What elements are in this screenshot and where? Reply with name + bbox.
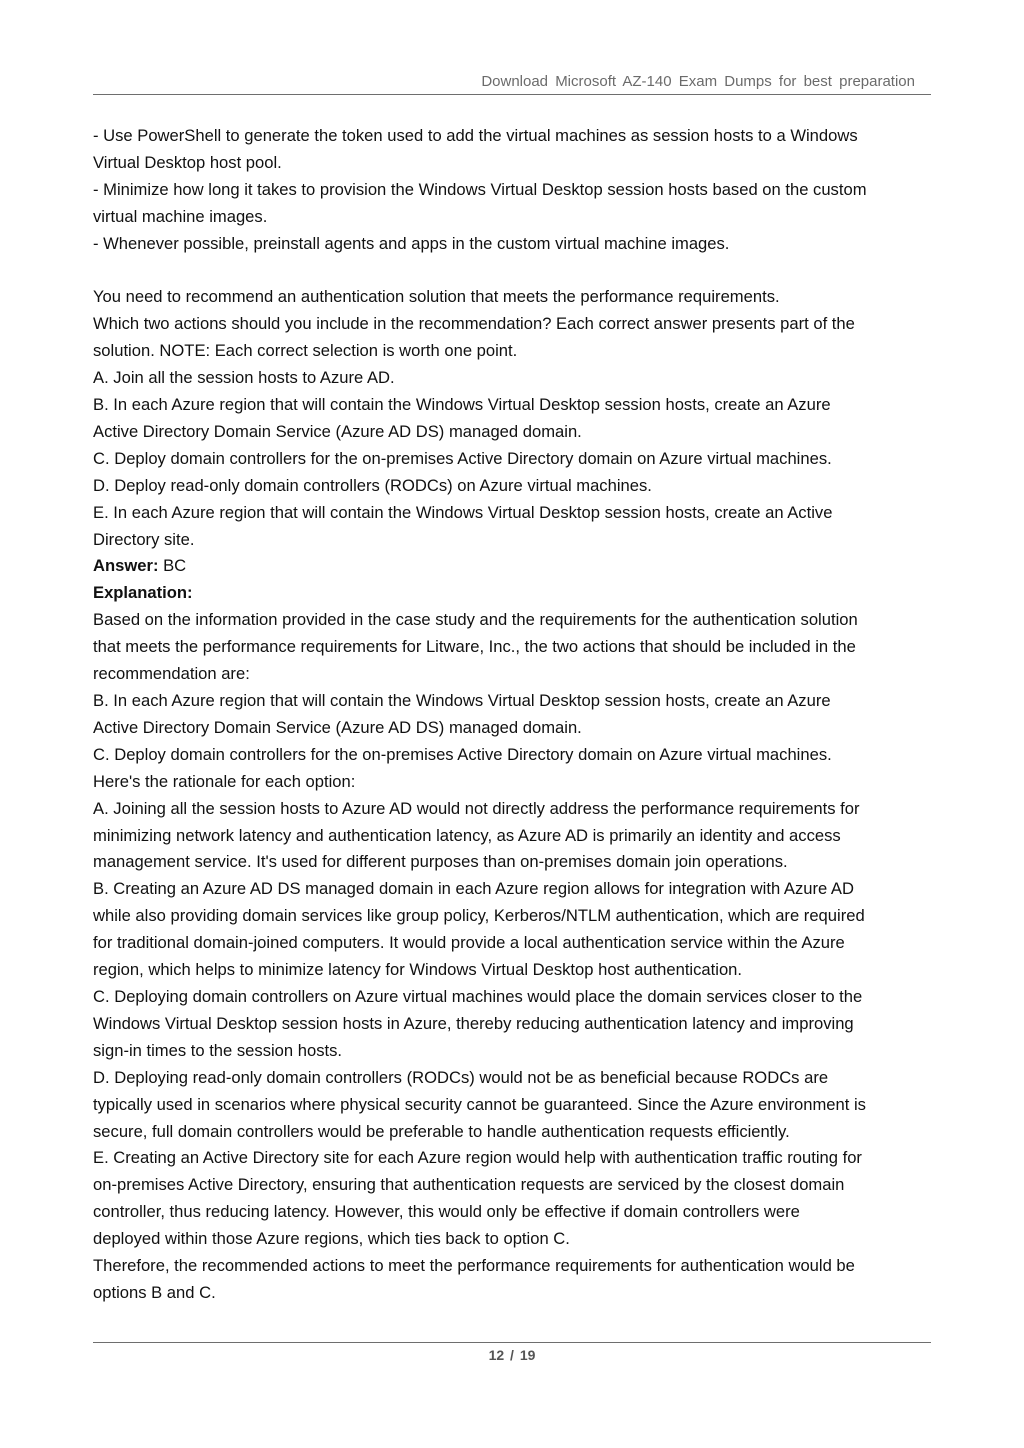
- explanation-line: for traditional domain-joined computers. It would provide a local authentication service within the Azure: [93, 933, 845, 953]
- explanation-line: A. Joining all the session hosts to Azure AD would not directly address the performance requirements for: [93, 798, 860, 818]
- document-body: [93, 123, 938, 1307]
- explanation-line: secure, full domain controllers would be preferable to handle authentication requests efficiently.: [93, 1121, 790, 1141]
- option-b: B. In each Azure region that will contain the Windows Virtual Desktop session hosts, create an Azure: [93, 395, 831, 415]
- text-line: - Use PowerShell to generate the token used to add the virtual machines as session hosts to a Windows: [93, 126, 858, 145]
- explanation-line: Windows Virtual Desktop session hosts in Azure, thereby reducing authentication latency and improving: [93, 1013, 854, 1033]
- explanation-line: management service. It's used for different purposes than on-premises domain join operations.: [93, 852, 788, 872]
- explanation-heading: Explanation:: [93, 583, 193, 603]
- blank-line: [93, 258, 938, 285]
- option-e: E. In each Azure region that will contain the Windows Virtual Desktop session hosts, create an Active: [93, 502, 833, 522]
- text-line: - Whenever possible, preinstall agents and apps in the custom virtual machine images.: [93, 233, 730, 253]
- text-line: - Minimize how long it takes to provision the Windows Virtual Desktop session hosts based on the custom: [93, 179, 867, 199]
- explanation-line: while also providing domain services like group policy, Kerberos/NTLM authentication, which are required: [93, 906, 865, 926]
- option-b-cont: Active Directory Domain Service (Azure AD DS) managed domain.: [93, 421, 582, 441]
- explanation-line: controller, thus reducing latency. However, this would only be effective if domain controllers were: [93, 1202, 800, 1222]
- explanation-line: E. Creating an Active Directory site for each Azure region would help with authentication traffic routing for: [93, 1148, 862, 1168]
- explanation-line: recommendation are:: [93, 664, 250, 684]
- option-c: C. Deploy domain controllers for the on-premises Active Directory domain on Azure virtual machines.: [93, 448, 832, 468]
- explanation-line: Therefore, the recommended actions to meet the performance requirements for authentication would be: [93, 1256, 855, 1276]
- explanation-line: C. Deploying domain controllers on Azure virtual machines would place the domain services closer to the: [93, 986, 863, 1006]
- explanation-line: minimizing network latency and authentication latency, as Azure AD is primarily an identity and access: [93, 825, 841, 845]
- explanation-line: B. Creating an Azure AD DS managed domain in each Azure region allows for integration with Azure AD: [93, 879, 854, 899]
- explanation-line: C. Deploy domain controllers for the on-premises Active Directory domain on Azure virtual machines.: [93, 744, 832, 764]
- option-d: D. Deploy read-only domain controllers (RODCs) on Azure virtual machines.: [93, 475, 652, 495]
- explanation-line: that meets the performance requirements for Litware, Inc., the two actions that should be included in the: [93, 637, 856, 657]
- text-line: Virtual Desktop host pool.: [93, 152, 282, 172]
- explanation-line: on-premises Active Directory, ensuring that authentication requests are serviced by the closest domain: [93, 1175, 845, 1195]
- explanation-line: Based on the information provided in the case study and the requirements for the authentication solution: [93, 610, 858, 630]
- answer-value: BC: [158, 556, 187, 576]
- explanation-body: [93, 607, 938, 1307]
- question-body: [93, 123, 938, 553]
- page-header: [93, 70, 931, 95]
- text-line: You need to recommend an authentication solution that meets the performance requirements.: [93, 287, 780, 307]
- text-line: solution. NOTE: Each correct selection is worth one point.: [93, 341, 518, 361]
- header-title: Download Microsoft AZ-140 Exam Dumps for best preparation: [481, 73, 915, 90]
- answer-label: Answer:: [93, 556, 159, 576]
- explanation-line: options B and C.: [93, 1282, 216, 1302]
- option-a: A. Join all the session hosts to Azure AD.: [93, 368, 395, 388]
- page-footer: [93, 1342, 931, 1365]
- page-number: 12 / 19: [488, 1347, 536, 1363]
- explanation-line: sign-in times to the session hosts.: [93, 1040, 343, 1060]
- answer-line: [93, 553, 938, 580]
- explanation-line: typically used in scenarios where physical security cannot be guaranteed. Since the Azure environment is: [93, 1094, 866, 1114]
- option-e-cont: Directory site.: [93, 529, 195, 549]
- explanation-line: Here's the rationale for each option:: [93, 771, 356, 791]
- text-line: virtual machine images.: [93, 206, 268, 226]
- text-line: Which two actions should you include in the recommendation? Each correct answer presents part of the: [93, 314, 855, 334]
- explanation-line: Active Directory Domain Service (Azure AD DS) managed domain.: [93, 717, 582, 737]
- explanation-line: B. In each Azure region that will contain the Windows Virtual Desktop session hosts, create an Azure: [93, 691, 831, 711]
- explanation-line: D. Deploying read-only domain controllers (RODCs) would not be as beneficial because RODCs are: [93, 1067, 829, 1087]
- explanation-line: region, which helps to minimize latency for Windows Virtual Desktop host authentication.: [93, 960, 743, 980]
- explanation-line: deployed within those Azure regions, which ties back to option C.: [93, 1229, 570, 1249]
